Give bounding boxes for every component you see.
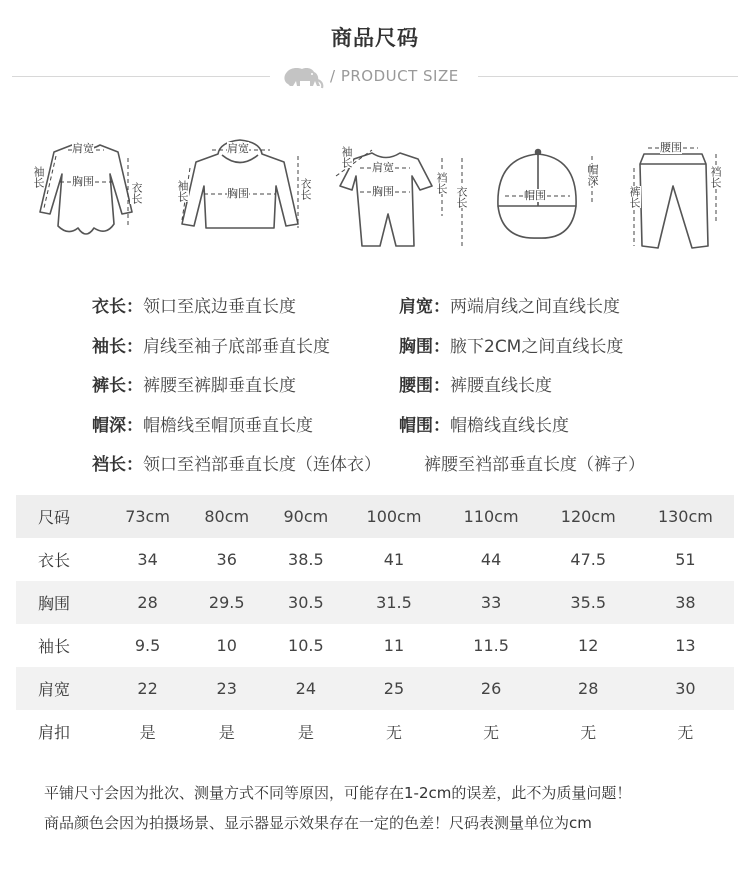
table-cell: 是 — [139, 723, 156, 742]
table-cell: 23 — [187, 667, 266, 710]
table-cell: 9.5 — [134, 636, 161, 655]
definition-desc: 裤腰直线长度 — [450, 376, 552, 396]
definition-desc-pants: 裤腰至裆部垂直长度（裤子） — [424, 455, 645, 475]
definition-desc: 领口至底边垂直长度 — [143, 297, 296, 317]
definition-term: 腰围： — [399, 376, 450, 396]
table-row — [16, 581, 734, 624]
definition-term: 肩宽： — [399, 297, 450, 317]
table-cell: 30.5 — [266, 581, 345, 624]
table-cell: 34 — [137, 550, 158, 569]
disclaimer-line: 平铺尺寸会因为批次、测量方式不同等原因，可能存在1-2cm的误差，此不为质量问题！ — [44, 784, 632, 802]
table-cell: 28 — [540, 667, 637, 710]
definition-item — [399, 411, 569, 436]
definition-term: 袖长： — [92, 336, 143, 357]
definition-item — [92, 371, 296, 396]
size-table — [16, 495, 734, 753]
table-cell: 11 — [383, 636, 405, 655]
table-row — [16, 624, 734, 667]
table-header-cell: 100cm — [345, 495, 442, 538]
table-header-cell: 尺码 — [16, 495, 108, 538]
romper-shoulder-label: 肩宽 — [372, 161, 394, 174]
table-row — [16, 538, 734, 581]
table-header-cell: 73cm — [108, 495, 187, 538]
definition-item — [399, 292, 620, 317]
table-row-label: 衣长 — [38, 551, 71, 570]
definition-item — [399, 371, 552, 396]
dress-chest-label: 胸围 — [72, 175, 94, 188]
romper-crotch-label: 裆长 — [435, 172, 448, 194]
table-cell: 36 — [216, 550, 237, 569]
definition-desc: 帽檐线至帽顶垂直长度 — [143, 415, 313, 436]
table-cell: 22 — [108, 667, 187, 710]
page-title: 商品尺码 — [331, 26, 419, 50]
table-cell: 无 — [580, 723, 597, 742]
elephant-icon — [280, 64, 328, 90]
cap-depth-label: 帽深 — [586, 164, 599, 186]
table-row-label: 袖长 — [38, 637, 71, 656]
definition-desc: 领口至裆部垂直长度（连体衣） — [143, 455, 381, 475]
definition-term: 帽围： — [399, 415, 450, 436]
table-header-cell: 80cm — [187, 495, 266, 538]
table-cell: 无 — [483, 723, 500, 742]
divider-left — [12, 76, 270, 77]
definition-desc: 腋下2CM之间直线长度 — [450, 336, 624, 357]
definition-term: 衣长： — [92, 297, 143, 317]
table-header-cell: 130cm — [637, 495, 734, 538]
romper-length-label: 衣长 — [455, 186, 468, 208]
pants-length-label: 裤长 — [628, 186, 641, 208]
table-cell: 41 — [383, 550, 405, 569]
table-cell: 31.5 — [345, 581, 442, 624]
table-cell: 28 — [108, 581, 187, 624]
definition-item — [92, 411, 313, 436]
definition-row-crotch — [92, 450, 732, 490]
hoodie-chest-label: 胸围 — [227, 187, 249, 200]
table-cell: 38 — [637, 581, 734, 624]
pants-waist-label: 腰围 — [660, 141, 682, 154]
definition-item — [92, 332, 330, 357]
table-cell: 38.5 — [288, 550, 324, 569]
pants-crotch-label: 裆长 — [709, 166, 722, 188]
table-cell: 25 — [345, 667, 442, 710]
table-cell: 29.5 — [187, 581, 266, 624]
disclaimer-notes — [44, 778, 734, 838]
definition-term: 裤长： — [92, 376, 143, 396]
table-row-label: 肩宽 — [16, 667, 108, 710]
hoodie-sleeve-label: 袖长 — [176, 180, 189, 202]
table-header-row — [16, 495, 734, 538]
table-cell: 12 — [578, 636, 599, 655]
table-cell: 10.5 — [288, 636, 324, 655]
dress-length-label: 衣长 — [130, 182, 143, 204]
dress-sleeve-label: 袖长 — [32, 166, 45, 188]
divider-right — [478, 76, 738, 77]
table-cell: 10 — [216, 636, 237, 655]
table-row-label: 肩扣 — [38, 723, 71, 742]
table-header-cell: 90cm — [266, 495, 345, 538]
definition-desc: 肩线至袖子底部垂直长度 — [143, 336, 330, 357]
table-header-cell: 110cm — [443, 495, 540, 538]
definition-item — [399, 332, 623, 357]
garment-diagrams — [0, 128, 750, 258]
table-cell: 无 — [677, 723, 694, 742]
romper-sleeve-label: 袖长 — [340, 146, 353, 168]
table-cell: 35.5 — [540, 581, 637, 624]
definition-desc: 帽檐线直线长度 — [450, 415, 569, 436]
definition-term: 裆长： — [92, 455, 143, 475]
definition-term: 胸围： — [399, 336, 450, 357]
table-cell: 11.5 — [473, 636, 509, 655]
page-subtitle: / PRODUCT SIZE — [330, 67, 459, 85]
table-cell: 47.5 — [570, 550, 607, 569]
cap-circ-label: 帽围 — [524, 189, 546, 202]
definition-item — [92, 450, 381, 475]
definition-item — [92, 292, 296, 317]
table-cell: 44 — [480, 550, 502, 569]
definition-desc: 裤腰至裤脚垂直长度 — [143, 376, 296, 396]
disclaimer-line: 商品颜色会因为拍摄场景、显示器显示效果存在一定的色差！尺码表测量单位为cm — [44, 814, 592, 832]
definition-row — [92, 371, 732, 411]
table-row — [16, 710, 734, 753]
table-cell: 24 — [266, 667, 345, 710]
table-cell: 26 — [443, 667, 540, 710]
table-cell: 30 — [637, 667, 734, 710]
table-cell: 51 — [675, 550, 696, 569]
romper-chest-label: 胸围 — [372, 185, 394, 198]
dress-shoulder-label: 肩宽 — [72, 142, 94, 155]
measurement-definitions — [92, 292, 732, 490]
definition-term: 帽深： — [92, 415, 143, 436]
hoodie-shoulder-label: 肩宽 — [227, 142, 249, 155]
definition-row — [92, 411, 732, 451]
definition-row — [92, 292, 732, 332]
table-cell: 33 — [443, 581, 540, 624]
table-cell: 是 — [297, 723, 314, 742]
definition-desc: 两端肩线之间直线长度 — [450, 297, 620, 317]
subtitle-row — [12, 64, 738, 94]
table-cell: 13 — [675, 636, 696, 655]
definition-row — [92, 332, 732, 372]
table-cell: 无 — [385, 723, 402, 742]
table-cell: 是 — [218, 723, 235, 742]
table-header-cell: 120cm — [540, 495, 637, 538]
hoodie-length-label: 衣长 — [299, 178, 312, 200]
table-row-label: 胸围 — [16, 581, 108, 624]
table-row — [16, 667, 734, 710]
